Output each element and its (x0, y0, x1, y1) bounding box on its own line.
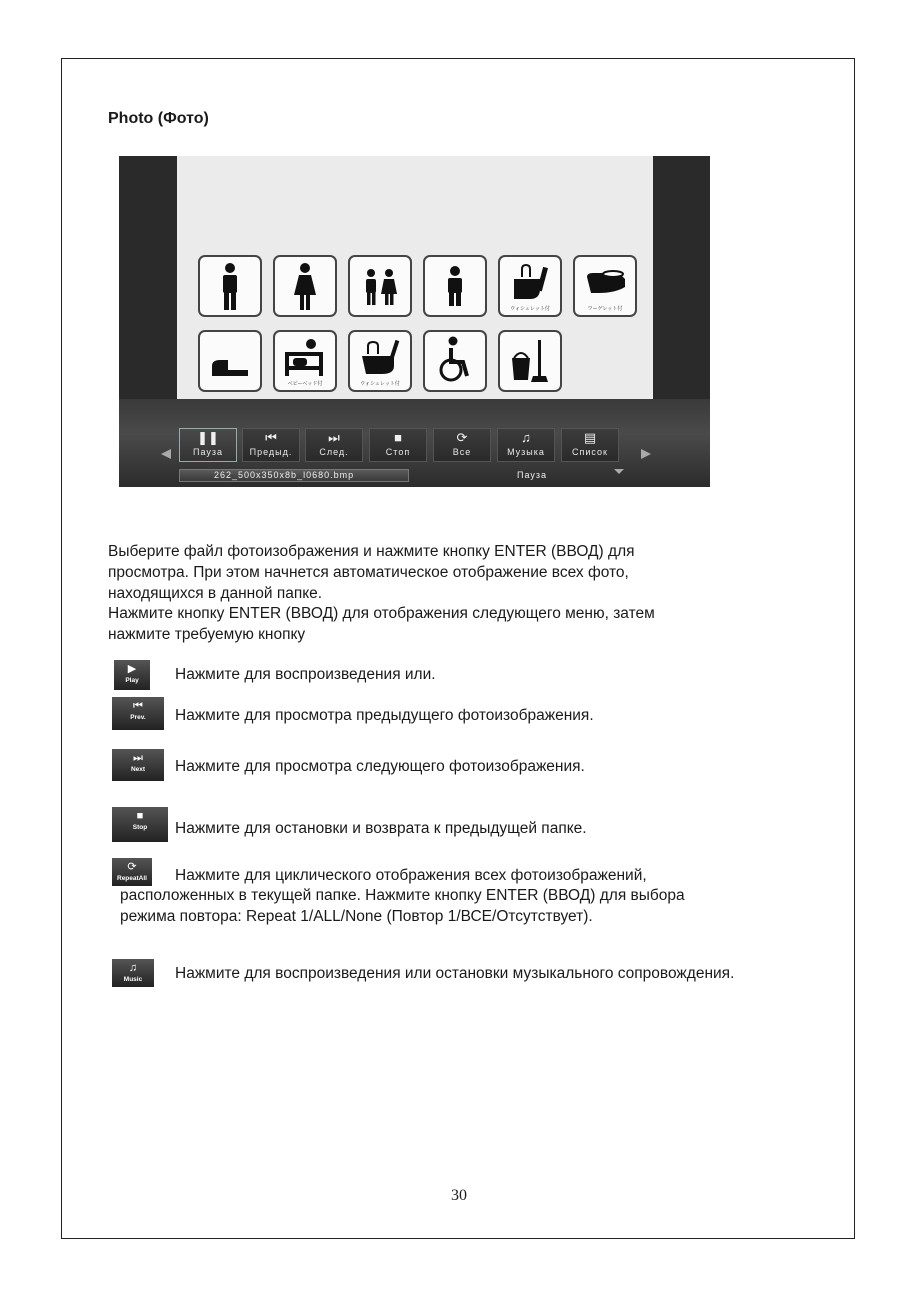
tv-screenshot (119, 156, 710, 487)
repeat-icon: ⟳ (456, 430, 468, 445)
prev-description: Нажмите для просмотра предыдущего фотоизображения. (175, 707, 594, 724)
music-description: Нажмите для воспроизведения или остановки музыкального сопровождения. (175, 965, 735, 982)
stop-button[interactable]: ■ Стоп (369, 428, 427, 462)
prev-icon: ⏮ (265, 430, 277, 445)
washlet-toilet-icon (498, 255, 562, 317)
next-button[interactable]: ⏭ След. (305, 428, 363, 462)
washlet-toilet-icon (348, 330, 412, 392)
prev-button[interactable]: ⏮ Предыд. (242, 428, 300, 462)
next-icon: ⏭ (328, 430, 340, 445)
screen-right-margin (653, 156, 710, 399)
tile-caption: ウォシュレット付 (510, 306, 550, 312)
music-button[interactable]: ♫ Музыка (497, 428, 555, 462)
intro-line-5: нажмите требуемую кнопку (108, 626, 306, 643)
tile-caption: ワーゲレット付 (587, 306, 623, 312)
repeat-description-1: Нажмите для циклического отображения всех фотоизображений, (175, 867, 647, 884)
urinal-icon (198, 330, 262, 392)
intro-line-3: находящихся в данной папке. (108, 585, 323, 602)
next-button-image: ⏭ Next (112, 749, 164, 781)
baby-changing-icon (273, 330, 337, 392)
list-icon: ▤ (583, 430, 597, 445)
file-name-bar: 262_500x350x8b_l0680.bmp (179, 469, 409, 482)
repeat-button-image: ⟳ RepeatAll (112, 858, 152, 886)
photo-canvas (177, 156, 653, 399)
down-arrow-icon[interactable] (614, 469, 624, 474)
play-icon: ▶ (127, 663, 137, 675)
intro-line-4: Нажмите кнопку ENTER (ВВОД) для отображения следующего меню, затем (108, 605, 655, 622)
man-icon (198, 255, 262, 317)
music-button-image: ♫ Music (112, 959, 154, 987)
section-title: Photo (Фото) (108, 110, 209, 127)
repeat-icon: ⟳ (127, 861, 137, 873)
repeat-description-3: режима повтора: Repeat 1/ALL/None (Повтор 1/ВСЕ/Отсутствует). (120, 908, 593, 925)
stop-description: Нажмите для остановки и возврата к предыдущей папке. (175, 820, 587, 837)
music-icon: ♫ (521, 430, 531, 445)
music-icon: ♫ (128, 962, 138, 974)
woman-icon (273, 255, 337, 317)
repeat-button[interactable]: ⟳ Все (433, 428, 491, 462)
play-button-image: ▶ Play (114, 660, 150, 690)
left-arrow-icon[interactable] (161, 449, 171, 459)
list-button[interactable]: ▤ Список (561, 428, 619, 462)
stop-icon: ■ (136, 810, 144, 822)
screen-left-margin (119, 156, 177, 399)
repeat-description-2: расположенных в текущей папке. Нажмите кнопку ENTER (ВВОД) для выбора (120, 887, 685, 904)
stop-icon: ■ (394, 430, 402, 445)
playback-status: Пауза (517, 470, 548, 480)
intro-line-2: просмотра. При этом начнется автоматическое отображение всех фото, (108, 564, 629, 581)
page-number: 30 (451, 1187, 467, 1204)
next-icon: ⏭ (133, 752, 143, 764)
tile-caption: ウォシュレット付 (360, 381, 400, 387)
pause-button[interactable]: ❚❚ Пауза (179, 428, 237, 462)
child-icon (423, 255, 487, 317)
toilet-seat-icon (573, 255, 637, 317)
wheelchair-icon (423, 330, 487, 392)
play-description: Нажмите для воспроизведения или. (175, 666, 436, 683)
next-description: Нажмите для просмотра следующего фотоизображения. (175, 758, 585, 775)
prev-button-image: ⏮ Prev. (112, 697, 164, 730)
intro-line-1: Выберите файл фотоизображения и нажмите кнопку ENTER (ВВОД) для (108, 543, 635, 560)
prev-icon: ⏮ (133, 700, 143, 712)
cleaning-icon (498, 330, 562, 392)
pause-icon: ❚❚ (197, 430, 219, 445)
right-arrow-icon[interactable] (641, 449, 651, 459)
children-icon (348, 255, 412, 317)
tile-caption: ベビーベッド付 (287, 381, 323, 387)
stop-button-image: ■ Stop (112, 807, 168, 842)
